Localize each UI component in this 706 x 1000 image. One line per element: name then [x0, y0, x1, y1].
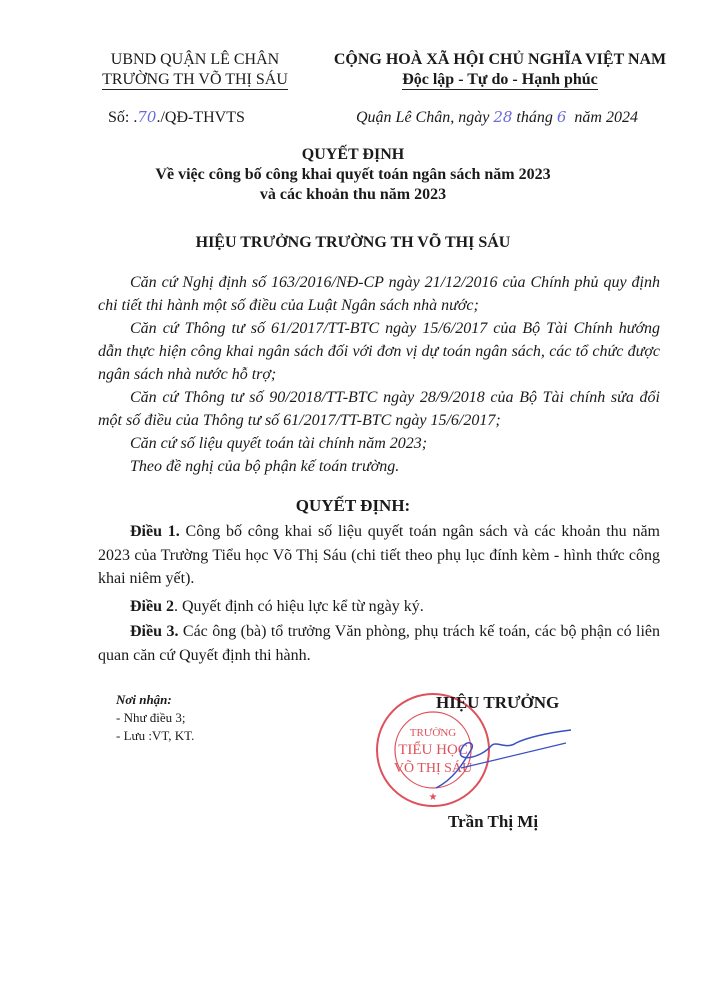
date-year: năm 2024 [566, 109, 638, 126]
preamble-item: Căn cứ số liệu quyết toán tài chính năm 2023; [130, 435, 428, 452]
svg-text:TIỂU HỌC: TIỂU HỌC [398, 742, 468, 758]
signer-name: Trần Thị Mị [448, 812, 539, 831]
issuer-school [95, 70, 295, 90]
national-name: CỘNG HOÀ XÃ HỘI CHỦ NGHĨA VIỆT NAM [333, 51, 667, 68]
title-sub1: Về việc công bố công khai quyết toán ngân sách năm 2023 [155, 166, 551, 183]
article-label: Điều 2 [130, 597, 174, 615]
preamble [98, 271, 660, 478]
signature-title: HIỆU TRƯỞNG [436, 693, 560, 712]
recipient-item: - Lưu :VT, KT. [116, 728, 195, 743]
article-label: Điều 3. [130, 623, 179, 640]
date-month-label: tháng [512, 109, 557, 126]
svg-text:★: ★ [428, 792, 438, 803]
article-3 [98, 620, 660, 667]
date-day: 28 [493, 108, 513, 126]
document-number [108, 108, 245, 127]
date-month: 6 [556, 108, 567, 126]
article-text: Công bố công khai số liệu quyết toán ngân sách và các khoản thu năm 2023 của Trường Tiểu học Võ Thị Sáu (chi tiết theo phụ lục đính kèm - hình thức công khai niêm yết). [98, 523, 661, 587]
document-date [356, 108, 638, 127]
issuer-school-name: TRƯỜNG TH VÕ THỊ SÁU [102, 71, 288, 88]
articles [98, 520, 660, 667]
decision-heading: QUYẾT ĐỊNH: [295, 496, 411, 515]
article-1 [98, 520, 660, 591]
preamble-item: Căn cứ Nghị định số 163/2016/NĐ-CP ngày 21/12/2016 của Chính phủ quy định chi tiết thi hành một số điều của Luật Ngân sách nhà nước; [98, 274, 660, 314]
preamble-item: Căn cứ Thông tư số 90/2018/TT-BTC ngày 28/9/2018 của Bộ Tài chính sửa đổi một số điều của Thông tư số 61/2017/TT-BTC ngày 15/6/2017; [98, 389, 660, 429]
document-title [0, 145, 706, 205]
number-prefix: Số: . [108, 109, 138, 126]
motto-text: Độc lập - Tự do - Hạnh phúc [402, 71, 598, 88]
svg-text:VÕ THỊ SÁU: VÕ THỊ SÁU [393, 761, 473, 776]
national-header [330, 50, 670, 90]
issuer-block [95, 50, 295, 90]
article-2 [98, 595, 660, 619]
title-main: QUYẾT ĐỊNH [301, 146, 405, 163]
national-motto [330, 70, 670, 90]
issuer-district: UBND QUẬN LÊ CHÂN [110, 51, 280, 68]
title-sub2: và các khoản thu năm 2023 [259, 186, 447, 203]
date-prefix: Quận Lê Chân, ngày [356, 109, 494, 126]
article-text: Các ông (bà) tổ trưởng Văn phòng, phụ trách kế toán, các bộ phận có liên quan căn cứ Quyết định thi hành. [98, 623, 661, 664]
svg-text:TRƯỜNG: TRƯỜNG [409, 727, 457, 739]
recipient-item: - Như điều 3; [116, 710, 186, 725]
number-suffix: ./QĐ-THVTS [156, 109, 245, 126]
recipients [116, 691, 194, 745]
preamble-item: Căn cứ Thông tư số 61/2017/TT-BTC ngày 15/6/2017 của Bộ Tài Chính hướng dẫn thực hiện công khai ngân sách đối với đơn vị dự toán ngân sách, các tổ chức được ngân sách nhà nước hỗ trợ; [98, 320, 660, 383]
recipients-heading: Nơi nhận: [116, 692, 172, 707]
preamble-item: Theo đề nghị của bộ phận kế toán trường. [130, 458, 400, 475]
article-text: . Quyết định có hiệu lực kể từ ngày ký. [174, 597, 424, 615]
article-label: Điều 1. [130, 523, 180, 540]
authority-heading: HIỆU TRƯỞNG TRƯỜNG TH VÕ THỊ SÁU [195, 234, 511, 251]
number-handwritten: 70 [137, 108, 157, 126]
